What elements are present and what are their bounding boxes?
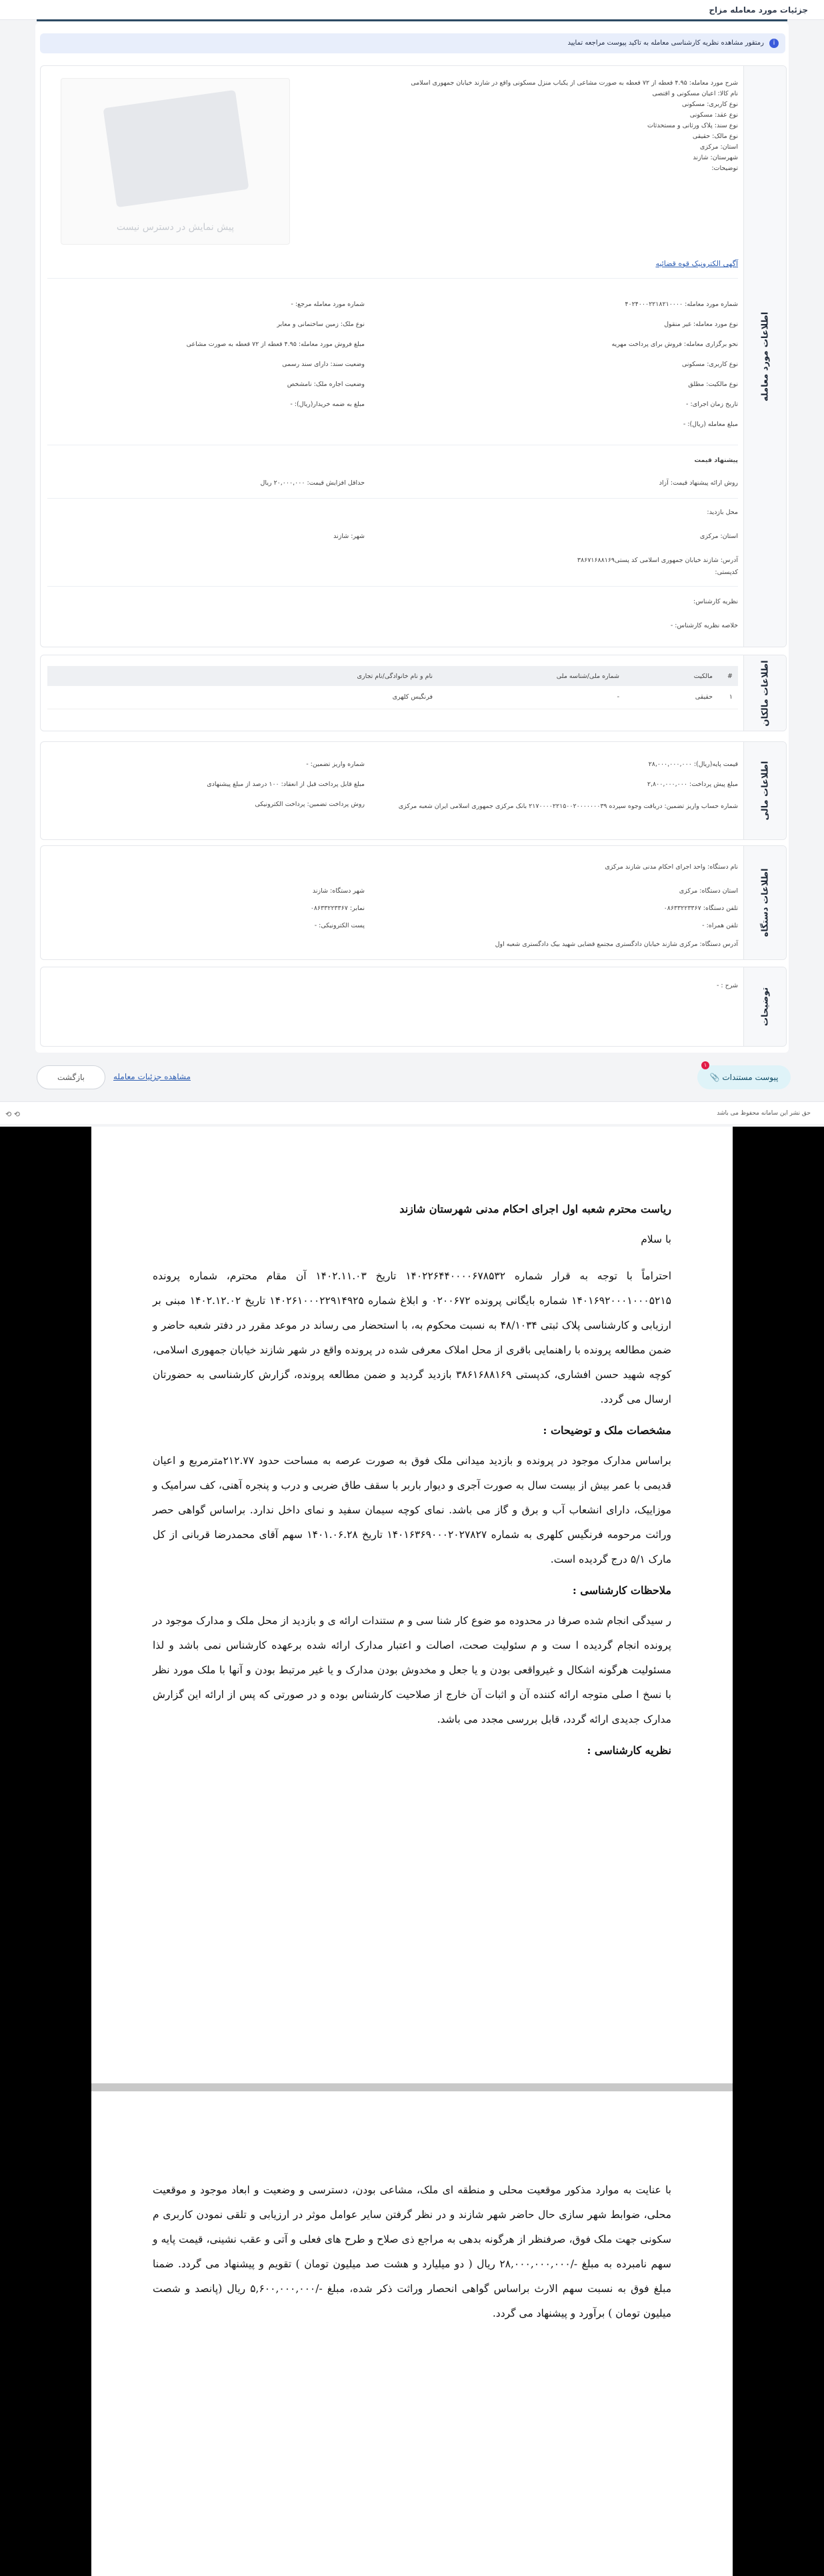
attachment-count-badge: ۱ [701, 1061, 709, 1069]
paperclip-icon: 📎 [709, 1073, 720, 1082]
expert-label: نظریه کارشناس: [693, 598, 738, 605]
desc-line: نوع عقد: مسکونی [689, 111, 738, 119]
paragraph: با عنایت به موارد مذکور موقعیت محلی و منطقه ای ملک، مشاعی بودن، دسترسی و وضعیت و ابعاد موجود و موقعیت محلی، ضوابط شهر سازی حال حاضر شهر شازند و در نظر گرفتن سایر عوامل موثر در ارزیابی و تلقی نمودن کاربری م سکونی جهت ملک فوق، صرفنظر از هرگونه بدهی به مراجع ذی صلاح و طرح های فعلی و آتی و عقب نشینی، قیمت پایه و سهم نامبرده به مبلغ -/۲۸,۰۰۰,۰۰۰,۰۰۰ ریال ( دو میلیارد و هشت صد میلیون تومان ) تقویم و پیشنهاد می گردد. ضمنا مبلغ فوق به نسبت سهم الارث براساس گواهی انحصار وراثت ذکر شده، مبلغ -/۵,۶۰۰,۰۰۰,۰۰۰ ریال (پانصد و شصت میلیون تومان ) برآورد و پیشنهاد می گردد. [153, 2184, 672, 2319]
document-page-1 [91, 1127, 733, 2083]
agency-fax: نمابر: ۰۸۶۳۳۲۲۳۳۶۷ [310, 905, 365, 912]
city: شهر: شازند [333, 533, 365, 540]
notice-text: رمتقور مشاهده نظریه کارشناسی معامله به تاکید پیوست مراجعه تمایید [567, 39, 764, 47]
info-icon: i [769, 39, 779, 48]
desc-line: شهرستان: شازند [693, 154, 738, 161]
greeting: با سلام [641, 1233, 671, 1245]
paragraph: براساس مدارک موجود در پرونده و بازدید میدانی ملک فوق به صورت عرصه به مساحت حدود ۲۱۲.۷۷مترمربع و اعیان قدیمی با عمر بیش از بیست سال به صورت آجری و دیوار باربر با سقف طاق ضربی و درب و پنجره آهنی، کف سرامیک و موزاییک، دارای انشعاب آب و برق و گاز می باشد. نمای کوچه سیمان سفید و نمای داخل ندارد. براساس گواهی حصر وراثت مرحومه فرنگیس کلهری به شماره ۱۴۰۱۶۳۶۹۰۰۰۲۰۲۷۸۲۷ تاریخ ۱۴۰۱.۰۶.۲۸ سهم آقای محمدرضا قربانی از کل مارک ۵/۱ درج گردیده است. [153, 1455, 672, 1565]
price-offer-method: روش ارائه پیشنهاد قیمت: آزاد [659, 479, 738, 487]
col-header: نام و نام خانوادگی/نام تجاری [47, 666, 438, 686]
agency-email: پست الکترونیکی: - [314, 922, 365, 929]
address: آدرس: شازند خیابان جمهوری اسلامی کد پستی۳۸۶۷۱۶۸۸۱۶۹ [577, 557, 738, 564]
agency-mobile: تلفن همراه: - [702, 922, 738, 929]
notes-value: شرح : - [716, 982, 738, 989]
agency-province: استان دستگاه: مرکزی [679, 887, 738, 895]
image-placeholder: پیش نمایش در دسترس نیست [61, 78, 290, 245]
min-price-increase: حداقل افزایش قیمت: ۲۰,۰۰۰,۰۰۰ ریال [260, 479, 365, 487]
transaction-section [40, 65, 787, 647]
view-details-link[interactable]: مشاهده جزئیات معامله [113, 1072, 191, 1081]
col-header: شماره ملی/شناسه ملی [438, 666, 625, 686]
payable-before: مبلغ قابل پرداخت قبل از انعقاد: ۱۰۰ درصد از مبلغ پیشنهادی [207, 781, 365, 788]
desc-line: نوع سند: پلاک ورثانی و مستحدثات [647, 122, 738, 129]
section-heading: ملاحظات کارشناسی : [572, 1584, 671, 1597]
field: مبلغ به ضمه خریدار(ریال): - [290, 401, 365, 408]
field: وضعیت اجاره ملک: نامشخص [287, 381, 365, 388]
owners-tab[interactable]: اطلاعات مالکان [743, 655, 786, 731]
agency-name: نام دستگاه: واحد اجرای احکام مدنی شازند مرکزی [605, 863, 738, 871]
owners-section [40, 655, 787, 731]
letter-title: ریاست محترم شعبه اول اجرای احکام مدنی شهرستان شازند [399, 1203, 671, 1215]
field: نحو برگزاری معامله: فروش برای پرداخت مهریه [611, 341, 738, 348]
payment-method: روش پرداخت تضمین: پرداخت الکترونیکی [255, 801, 365, 808]
prepayment: مبلغ پیش پرداخت: ۲,۸۰۰,۰۰۰,۰۰۰ [647, 781, 738, 788]
base-price: قیمت پایه(ریال): ۲۸,۰۰۰,۰۰۰,۰۰۰ [648, 761, 738, 768]
col-header: # [718, 666, 738, 686]
field: نوع کاربری: مسکونی [681, 361, 738, 368]
ad-link[interactable]: آگهی الکترونیک قوه قضائیه [655, 259, 738, 268]
section-heading: مشخصات ملک و توضیحات : [543, 1424, 671, 1437]
desc-line: شرح مورد معامله: ۴.۹۵ قعطه از ۷۲ قعطه به صورت مشاعی از یکباب منزل مسکونی واقع در شازند خیابان جمهوری اسلامی [411, 79, 738, 87]
province: استان: مرکزی [699, 533, 738, 540]
info-notice [40, 33, 785, 53]
finance-tab[interactable]: اطلاعات مالی [743, 742, 786, 839]
refresh-icon[interactable]: ⟲ ⟲ [5, 1110, 20, 1119]
gavel-icon [103, 90, 249, 207]
page-gap [91, 2083, 733, 2091]
field: نوع مالکیت: مطلق [688, 381, 738, 388]
col-header: مالکیت [625, 666, 718, 686]
desc-line: توضیحات: [711, 165, 738, 172]
web-app [0, 0, 824, 1127]
notes-tab[interactable]: توضیحات [743, 967, 786, 1046]
expert-summary: خلاصه نظریه کارشناس: - [670, 622, 738, 629]
field: تاریخ زمان اجرای: - [686, 401, 738, 408]
document-page-2 [91, 2091, 733, 2576]
footer [0, 1101, 824, 1124]
agency-section [40, 845, 787, 960]
app-header [0, 0, 824, 20]
desc-line: نوع کاربری: مسکونی [681, 101, 738, 108]
agency-address: آدرس دستگاه: مرکزی شازند خیابان دادگستری مجتمع قضایی شهید بیک دادگستری شعبه اول [495, 941, 738, 948]
finance-section [40, 741, 787, 840]
page-title: جزئیات مورد معامله مزاح [709, 5, 808, 15]
field: مبلغ فروش مورد معامله: ۴.۹۵ قعطه از ۷۲ قعطه به صورت مشاعی [186, 341, 365, 348]
document-viewer [0, 1127, 824, 2576]
back-button[interactable]: بازگشت [37, 1065, 105, 1089]
field: نوع ملک: زمین ساختمانی و معابر [277, 321, 365, 328]
section-heading: نظریه کارشناسی : [587, 1744, 671, 1757]
field: مبلغ معامله (ریال): - [683, 421, 738, 428]
desc-line: استان: مرکزی [699, 143, 738, 151]
price-offer-label: پیشنهاد قیمت [694, 457, 738, 464]
desc-line: نوع مالک: حقیقی [692, 133, 738, 140]
field: شماره مورد معامله مرجع: - [291, 301, 365, 308]
paragraph: ر سیدگی انجام شده صرفا در محدوده مو ضوع کار شنا سی و م ستندات ارائه ی و بازدید از محل ملک و مدارک موجود در پرونده انجام گردیده ا ست و م سئولیت صحت، اصالت و اعتبار مدارک ارائه شده برعهده کارشناس نمی باشد و لذا مسئولیت هرگونه اشکال و غیرواقعی بودن و یا جعل و مخدوش بودن مدارک و یا غیر مرتبط بودن و آنها با ملک مورد نظر با نسخ ا صلی متوجه ارائه کننده آن و اثبات آن خارج از صلاحیت کارشناس بوده و در صورتی که پس از ارائه این گزارش مدارک جدیدی ارائه گردد، قابل بررسی مجدد می باشد. [153, 1615, 671, 1725]
owners-table [47, 666, 738, 709]
table-row: ۱ حقیقی - فرنگیس کلهری [47, 686, 738, 709]
attach-documents-button[interactable]: پیوست مستندات 📎 [697, 1065, 791, 1089]
agency-tab[interactable]: اطلاعات دستگاه [743, 846, 786, 959]
field: نوع مورد معامله: غیر منقول [664, 321, 738, 328]
agency-city: شهر دستگاه: شازند [312, 887, 365, 895]
field: وضعیت سند: دارای سند رسمی [282, 361, 365, 368]
field: شماره مورد معامله: ۴۰۲۴۰۰۰۲۲۱۸۲۱۰۰۰۰ [625, 301, 738, 308]
location-label: محل بازدید: [707, 509, 738, 516]
copyright: حق نشر این سامانه محفوظ می باشد [717, 1110, 811, 1117]
postal-code: کدپستی: [715, 569, 738, 576]
paragraph: احتراماً با توجه به قرار شماره ۱۴۰۲۲۶۴۴۰۰۰۰۶۷۸۵۳۲ تاریخ ۱۴۰۲.۱۱.۰۳ آن مقام محترم، شماره پرونده ۱۴۰۱۶۹۲۰۰۰۱۰۰۰۵۲۱۵ شماره بایگانی پرونده ۰۲۰۰۶۷۲ و ابلاغ شماره ۱۴۰۲۶۱۰۰۰۲۲۹۱۴۹۲۵ تاریخ ۱۴۰۲.۱۲.۰۲ مبنی بر ارزیابی و کارشناسی پلاک ثبتی ۴۸/۱۰۳۴ به نسبت محکوم به، با استحضار می رساند در موعد مقرر در دفتر شعبه حاضر و ضمن مطالعه پرونده با راهنمایی باقری از محل املاک معرفی شده در پرونده واقع در شهر شازند خیابان جمهوری اسلامی، کوچه شهید حسن افشاری، کدپستی ۳۸۶۱۶۸۸۱۶۹ بازدید گردید و ضمن مطالعه پرونده، گزارش کارشناسی به حضورتان ارسال می گردد. [153, 1270, 672, 1405]
agency-phone: تلفن دستگاه: ۰۸۶۳۳۲۲۳۳۶۷ [663, 905, 738, 912]
accent-line [37, 19, 787, 21]
transaction-tab[interactable]: اطلاعات مورد معامله [743, 66, 786, 647]
desc-line: نام کالا: اعیان مسکونی و اقتصی [652, 90, 738, 97]
notes-section [40, 967, 787, 1047]
deposit-number: شماره واریز تضمین: - [306, 761, 365, 768]
deposit-account: شماره حساب واریز تضمین: دریافت وجوه سپرده ۲۱۷۰۰۰۰۲۲۱۵۰۰۲۰۰۰۰۰۰۰۳۹ بانک مرکزی جمهوری اسلامی ایران شعبه مرکزی [398, 803, 738, 810]
